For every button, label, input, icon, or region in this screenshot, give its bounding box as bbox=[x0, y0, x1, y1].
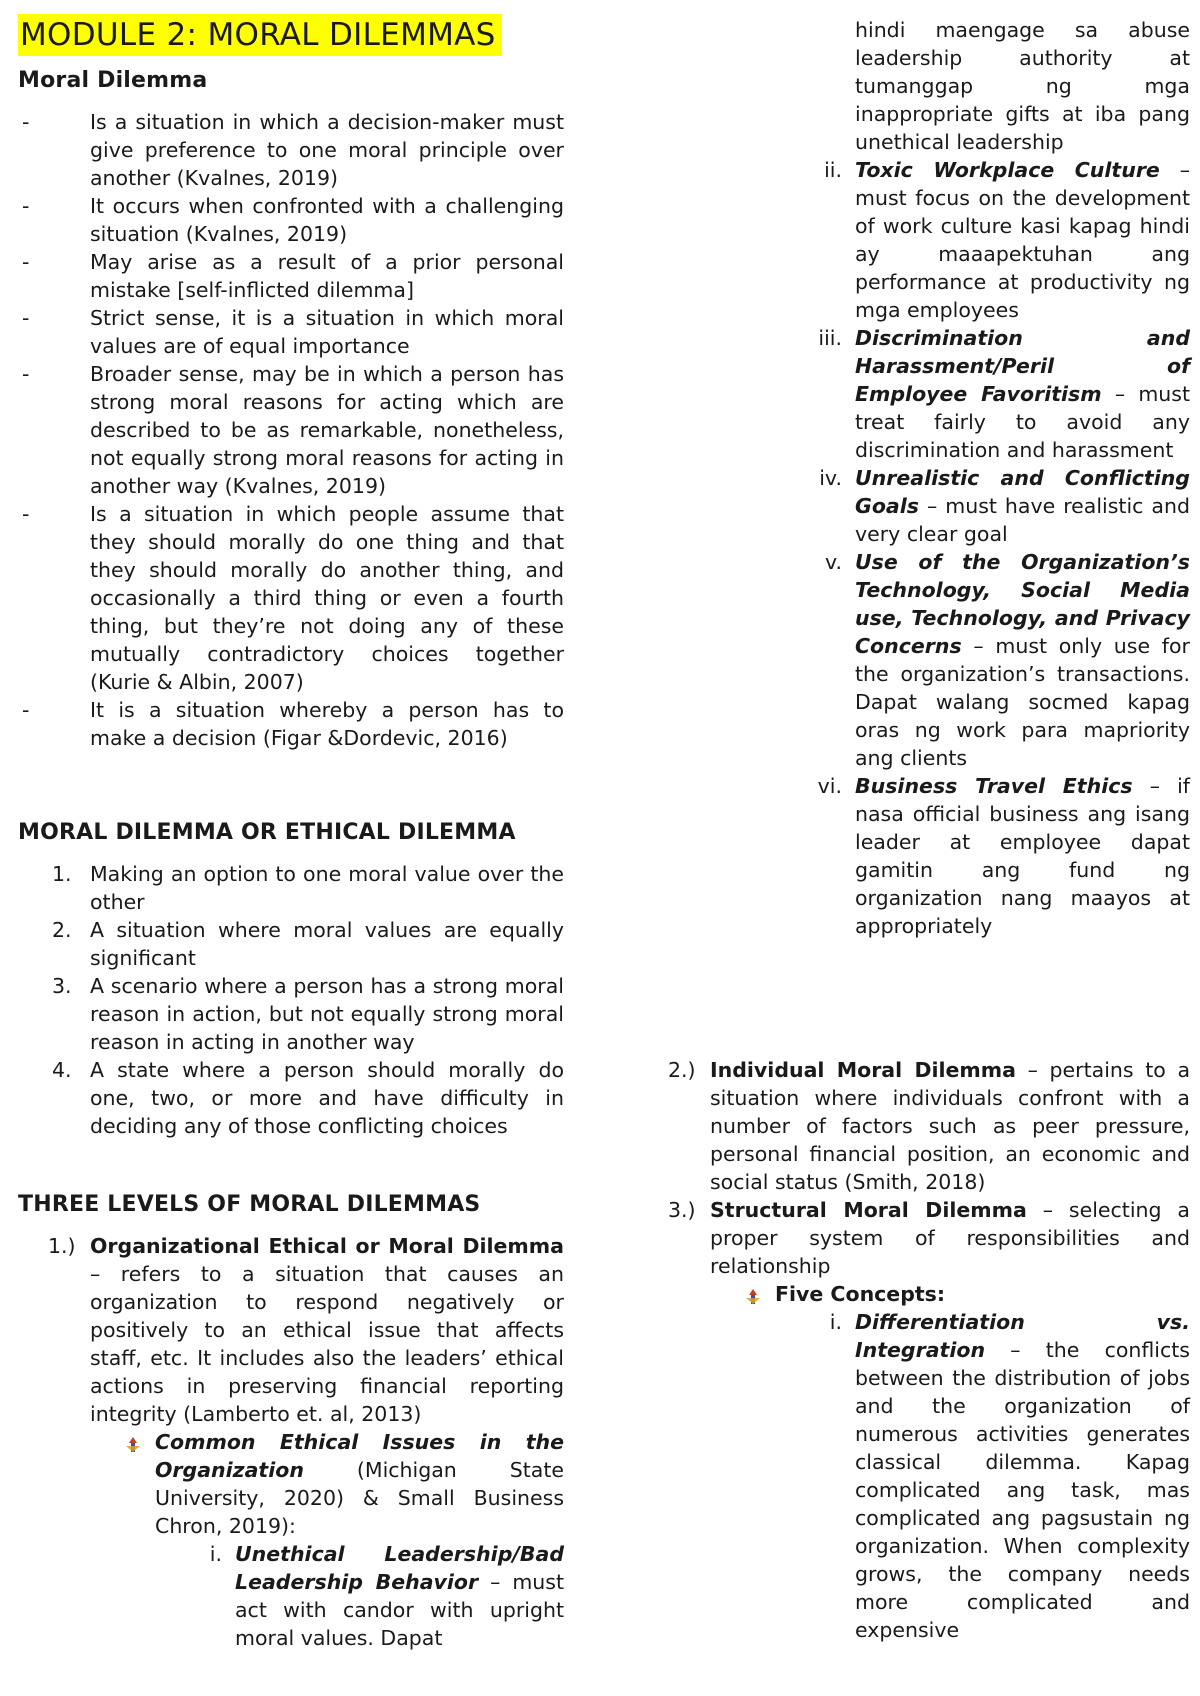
item-text: A scenario where a person has a strong moral reason in action, but not equally strong moral reason in acting in another way bbox=[90, 974, 564, 1054]
issue-number: iii. bbox=[818, 326, 842, 350]
issue-title: Toxic Workplace Culture bbox=[855, 158, 1160, 182]
issue-title: Unethical Leadership/Bad Leadership Behavior bbox=[235, 1542, 564, 1594]
issue-text: – must only use for the organization’s transactions. Dapat walang socmed kapag oras ng work para mapriority ang clients bbox=[855, 634, 1190, 770]
level-number: 2.) bbox=[668, 1058, 696, 1082]
level-text: – selecting a proper system of responsibilities and relationship bbox=[710, 1198, 1190, 1278]
level-text: – refers to a situation that causes an organization to respond negatively or positively to an ethical issue that affects staff, etc. It includes also the leaders’ ethical actions in preserving financial reporting integrity (Lamberto et. al, 2013) bbox=[90, 1262, 564, 1426]
issue-text: – must treat fairly to avoid any discrimination and harassment bbox=[855, 382, 1190, 462]
issue-title: Business Travel Ethics bbox=[855, 774, 1133, 798]
issue-title: Discrimination and Harassment/Peril of Employee Favoritism bbox=[855, 326, 1190, 406]
concepts-title: Five Concepts: bbox=[775, 1282, 946, 1306]
issue-text-continued: hindi maengage sa abuse leadership authority at tumanggap ng mga inappropriate gifts at iba pang unethical leadership bbox=[855, 18, 1190, 154]
moral-or-ethical-section bbox=[18, 818, 564, 1140]
issue-item bbox=[600, 548, 1190, 772]
level-structural bbox=[600, 1196, 1190, 1280]
section-heading-moral-dilemma: Moral Dilemma bbox=[18, 68, 208, 93]
five-concepts-heading bbox=[600, 1280, 1190, 1308]
issue-text: – must focus on the development of work culture kasi kapag hindi ay maaapektuhan ang performance at productivity ng mga employees bbox=[855, 158, 1190, 322]
concept-text: – the conflicts between the distribution of jobs and the organization of numerous activities generates classical dilemma. Kapag complicated ang task, mas complicated ang pagsustain ng organization. When complexity grows, the company needs more complicated and expensive bbox=[855, 1338, 1190, 1642]
list-item: - Is a situation in which a decision-maker must give preference to one moral principle over another (Kvalnes, 2019) bbox=[18, 108, 564, 192]
item-text: A situation where moral values are equally significant bbox=[90, 918, 564, 970]
item-number: 3. bbox=[52, 974, 72, 998]
issue-number: vi. bbox=[817, 774, 842, 798]
issue-number: v. bbox=[824, 550, 842, 574]
arrow-bullet-icon bbox=[124, 1433, 142, 1451]
issue-text: – must have realistic and very clear goal bbox=[855, 494, 1190, 546]
level-text: – pertains to a situation where individuals confront with a number of factors such as peer pressure, personal financial position, an economic and social status (Smith, 2018) bbox=[710, 1058, 1191, 1194]
three-levels-section bbox=[18, 1190, 564, 1652]
list-item bbox=[18, 972, 564, 1056]
item-text: A state where a person should morally do one, two, or more and have difficulty in deciding any of those conflicting choices bbox=[90, 1058, 564, 1138]
level-organizational bbox=[18, 1232, 564, 1428]
item-text: Making an option to one moral value over the other bbox=[90, 862, 564, 914]
issue-item bbox=[600, 324, 1190, 464]
list-item: - May arise as a result of a prior personal mistake [self-inflicted dilemma] bbox=[18, 248, 564, 304]
level-title: Individual Moral Dilemma bbox=[710, 1058, 1016, 1082]
section-heading-moral-or-ethical: MORAL DILEMMA OR ETHICAL DILEMMA bbox=[18, 820, 516, 845]
issues-source: (Michigan State University, 2020) & Small Business Chron, 2019): bbox=[155, 1458, 564, 1538]
issues-title: Common Ethical Issues in the Organization bbox=[155, 1430, 564, 1482]
list-item: - It is a situation whereby a person has to make a decision (Figar &Dordevic, 2016) bbox=[18, 696, 564, 752]
issue-item bbox=[600, 156, 1190, 324]
levels-right bbox=[600, 1056, 1190, 1644]
issue-title: Use of the Organization’s Technology, Social Media use, Technology, and Privacy Concerns bbox=[855, 550, 1190, 658]
issue-item bbox=[600, 772, 1190, 940]
concept-number: i. bbox=[829, 1310, 842, 1334]
moral-or-ethical-list bbox=[18, 860, 564, 1140]
list-item bbox=[18, 1056, 564, 1140]
concept-title: Differentiation vs. Integration bbox=[855, 1310, 1190, 1362]
issue-text: – if nasa official business ang isang leader at employee dapat gamitin ang fund ng organization nang maayos at appropriately bbox=[855, 774, 1190, 938]
moral-dilemma-list bbox=[18, 108, 564, 752]
issue-continuation bbox=[855, 16, 1190, 156]
section-heading-three-levels: THREE LEVELS OF MORAL DILEMMAS bbox=[18, 1192, 481, 1217]
item-number: 2. bbox=[52, 918, 72, 942]
arrow-bullet-icon bbox=[744, 1285, 762, 1303]
moral-dilemma-section bbox=[18, 66, 564, 752]
issue-text: – must act with candor with upright moral values. Dapat bbox=[235, 1570, 564, 1650]
item-number: 4. bbox=[52, 1058, 72, 1082]
issue-number: i. bbox=[209, 1542, 222, 1566]
level-number: 1.) bbox=[48, 1234, 76, 1258]
page-title: MODULE 2: MORAL DILEMMAS bbox=[18, 14, 502, 56]
issues-list-right bbox=[600, 156, 1190, 940]
issue-number: ii. bbox=[824, 158, 842, 182]
list-item bbox=[18, 916, 564, 972]
level-title: Structural Moral Dilemma bbox=[710, 1198, 1027, 1222]
level-individual bbox=[600, 1056, 1190, 1196]
list-item: - It occurs when confronted with a challenging situation (Kvalnes, 2019) bbox=[18, 192, 564, 248]
common-issues-heading bbox=[18, 1428, 564, 1540]
item-number: 1. bbox=[52, 862, 72, 886]
level-title: Organizational Ethical or Moral Dilemma bbox=[90, 1234, 564, 1258]
list-item: - Strict sense, it is a situation in which moral values are of equal importance bbox=[18, 304, 564, 360]
issue-title: Unrealistic and Conflicting Goals bbox=[855, 466, 1190, 518]
list-item bbox=[18, 860, 564, 916]
issue-item bbox=[18, 1540, 564, 1652]
issue-item bbox=[600, 464, 1190, 548]
list-item: - Is a situation in which people assume that they should morally do one thing and that they should morally do another thing, and occasionally a third thing or even a fourth thing, but they’re not doing any of these mutually contradictory choices together (Kurie & Albin, 2007) bbox=[18, 500, 564, 696]
level-number: 3.) bbox=[668, 1198, 696, 1222]
concept-item bbox=[600, 1308, 1190, 1644]
list-item: - Broader sense, may be in which a person has strong moral reasons for acting which are described to be as remarkable, nonetheless, not equally strong moral reasons for acting in another way (Kvalnes, 2019) bbox=[18, 360, 564, 500]
issue-number: iv. bbox=[819, 466, 842, 490]
